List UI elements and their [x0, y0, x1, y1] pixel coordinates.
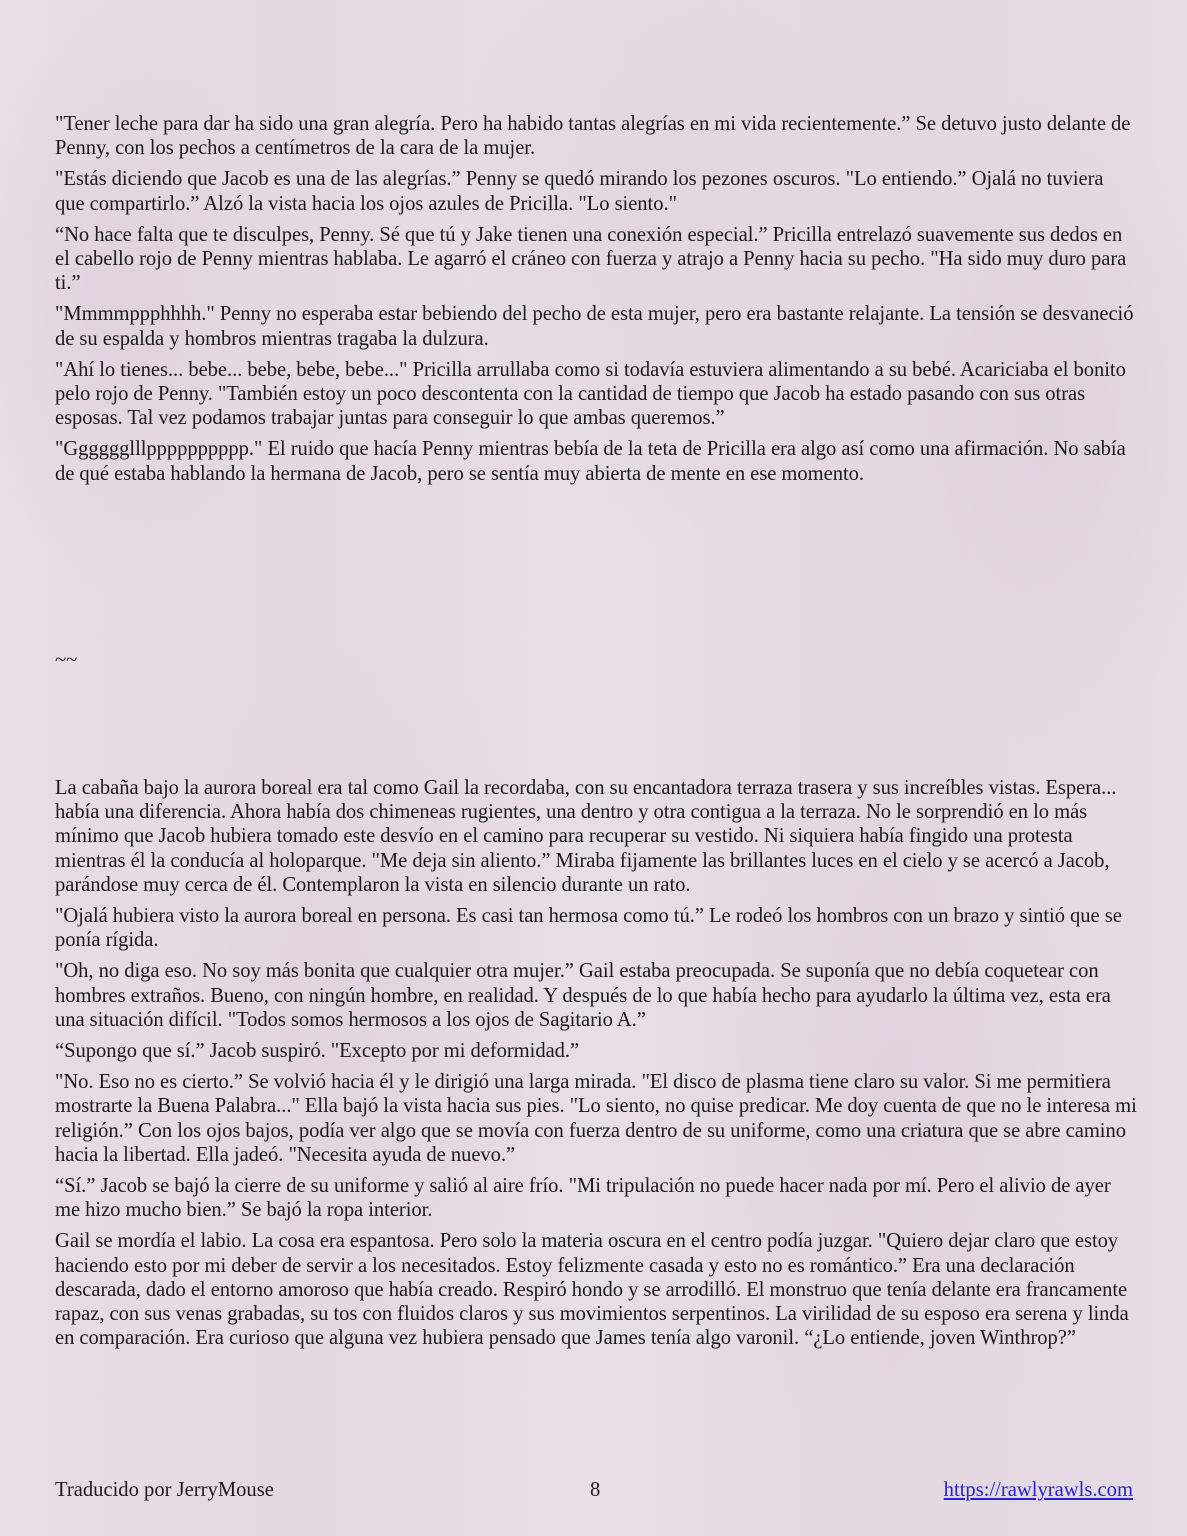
paragraph: “Sí.” Jacob se bajó la cierre de su uniforme y salió al aire frío. "Mi tripulación no puede hacer nada por mí. Pero el alivio de ayer me hizo mucho bien.” Se bajó la ropa interior. — [55, 1175, 1111, 1222]
section-two — [55, 776, 1137, 1357]
paragraph: "Oh, no diga eso. No soy más bonita que cualquier otra mujer.” Gail estaba preocupada. Se suponía que no debía coquetear con hombres extraños. Bueno, con ningún hombre, en realidad. Y después de lo que había hecho para ayudarlo la última vez, esta era una situación difícil. "Todos somos hermosos a los ojos de Sagitario A.” — [55, 960, 1111, 1031]
paragraph: "Estás diciendo que Jacob es una de las alegrías.” Penny se quedó mirando los pezones oscuros. "Lo entiendo.” Ojalá no tuviera que compartirlo.” Alzó la vista hacia los ojos azules de Pricilla. "Lo siento." — [55, 168, 1104, 215]
paragraph: “Supongo que sí.” Jacob suspiró. "Excepto por mi deformidad.” — [55, 1040, 580, 1063]
paragraph: "No. Eso no es cierto.” Se volvió hacia él y le dirigió una larga mirada. "El disco de plasma tiene claro su valor. Si me permitiera mostrarte la Buena Palabra..." Ella bajó la vista hacia sus pies. "Lo siento, no quise predicar. Me doy cuenta de que no le interesa mi religión.” Con los ojos bajos, podía ver algo que se movía con fuerza dentro de su uniforme, como una criatura que se abre camino hacia la libertad. Ella jadeó. "Necesita ayuda de nuevo.” — [55, 1071, 1137, 1166]
paragraph: "Ojalá hubiera visto la aurora boreal en persona. Es casi tan hermosa como tú.” Le rodeó los hombros con un brazo y sintió que se ponía rígida. — [55, 905, 1122, 952]
paragraph: “No hace falta que te disculpes, Penny. Sé que tú y Jake tienen una conexión especial.” Pricilla entrelazó suavemente sus dedos en el cabello rojo de Penny mientras hablaba. Le agarró el cráneo con fuerza y atrajo a Penny hacia su pecho. "Ha sido muy duro para ti.” — [55, 223, 1127, 295]
paragraph: Gail se mordía el labio. La cosa era espantosa. Pero solo la materia oscura en el centro podía juzgar. "Quiero dejar claro que estoy haciendo esto por mi deber de servir a los necesitados. Estoy felizmente casada y esto no es romántico.” Era una declaración descarada, dado el entorno amoroso que había creado. Respiró hondo y se arrodilló. El monstruo que tenía delante era francamente rapaz, con sus venas grabadas, su tos con fluidos claros y sus movimientos serpentinos. La virilidad de su esposo era serena y linda en comparación. Era curioso que alguna vez hubiera pensado que James tenía algo varonil. “¿Lo entiende, joven Winthrop?” — [55, 1230, 1129, 1350]
paragraph: "Tener leche para dar ha sido una gran alegría. Pero ha habido tantas alegrías en mi vida recientemente.” Se detuvo justo delante de Penny, con los pechos a centímetros de la cara de la mujer. — [55, 113, 1131, 160]
paragraph: La cabaña bajo la aurora boreal era tal como Gail la recordaba, con su encantadora terraza trasera y sus increíbles vistas. Espera... había una diferencia. Ahora había dos chimeneas rugientes, una dentro y otra contigua a la terraza. No le sorprendió en lo más mínimo que Jacob hubiera tomado este desvío en el camino para recuperar su vestido. Ni siquiera había fingido una protesta mientras él la conducía al holoparque. "Me deja sin aliento.” Miraba fijamente las brillantes luces en el cielo y se acercó a Jacob, parándose muy cerca de él. Contemplaron la vista en silencio durante un rato. — [55, 777, 1117, 896]
page-number: 8 — [590, 1479, 601, 1501]
website-link[interactable]: https://rawlyrawls.com — [943, 1479, 1133, 1501]
paragraph: "Ahí lo tienes... bebe... bebe, bebe, bebe..." Pricilla arrullaba como si todavía estuviera alimentando a su bebé. Acariciaba el bonito pelo rojo de Penny. "También estoy un poco descontenta con la cantidad de tiempo que Jacob ha estado pasando con sus otras esposas. Tal vez podamos trabajar juntas para conseguir lo que ambas queremos.” — [55, 358, 1126, 430]
section-break-marker: ~~ — [55, 649, 78, 671]
translator-credit: Traducido por JerryMouse — [55, 1479, 274, 1501]
paragraph: "Gggggglllpppppppppp." El ruido que hacía Penny mientras bebía de la teta de Pricilla era algo así como una afirmación. No sabía de qué estaba hablando la hermana de Jacob, pero se sentía muy abierta de mente en ese momento. — [55, 438, 1126, 485]
paragraph: "Mmmmppphhhh." Penny no esperaba estar bebiendo del pecho de esta mujer, pero era bastante relajante. La tensión se desvaneció de su espalda y hombros mientras tragaba la dulzura. — [55, 303, 1134, 350]
page-footer — [55, 1478, 1133, 1504]
section-one — [55, 112, 1137, 493]
